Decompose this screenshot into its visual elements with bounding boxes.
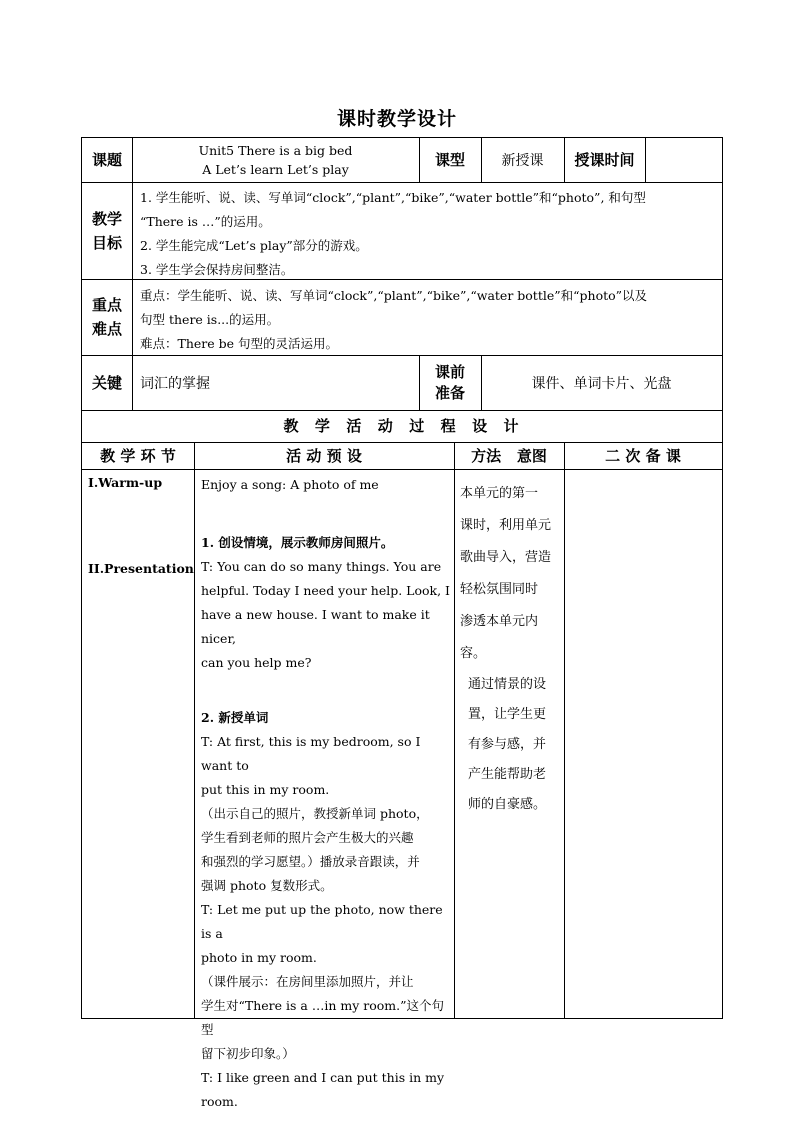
method-line: 课时，利用单元: [460, 518, 552, 533]
method-line: 师的自豪感。: [468, 797, 547, 812]
stage-warmup: I.Warm-up: [88, 475, 163, 490]
activity-line: 留下初步印象。）: [201, 1046, 295, 1061]
method-line: 歌曲导入，营造: [460, 550, 552, 565]
activity-line: 学生对“There is a …in my room.”这个句型: [201, 998, 444, 1037]
keypoints-label-line: 难点: [91, 320, 122, 338]
activity-line: can you help me?: [201, 655, 312, 670]
spacer: [201, 675, 451, 706]
type-label: 课型: [434, 151, 465, 169]
col-divider: [454, 442, 455, 1019]
goals-label-line: 教学: [91, 209, 122, 228]
method-line: 产生能帮助老: [468, 767, 547, 782]
activity-content: [201, 473, 451, 1114]
method-line: 通过情景的设: [468, 677, 547, 692]
row-divider: [82, 182, 722, 183]
page-title: 课时教学设计: [336, 108, 457, 130]
activity-line: put this in my room.: [201, 782, 330, 797]
activity-line: helpful. Today I need your help. Look, I: [201, 583, 450, 598]
row-divider: [82, 469, 722, 470]
topic-line-1: Unit5 There is a big bed: [198, 143, 353, 158]
prep-value: 课件、单词卡片、光盘: [531, 375, 672, 392]
goals-line: 1. 学生能听、说、读、写单词“clock”,“plant”,“bike”,“water bottle”和“photo”, 和句型: [140, 190, 646, 205]
prep-label: [419, 355, 481, 410]
topic-label: 课题: [91, 151, 122, 169]
method-line: 置，让学生更: [468, 707, 547, 722]
prep-label-line: 准备: [434, 383, 465, 402]
col-divider: [194, 442, 195, 1019]
keypoints-content: [140, 284, 720, 356]
goals-line: 3. 学生学会保持房间整洁。: [140, 262, 294, 277]
method-line: 轻松氛围同时: [460, 582, 539, 597]
goals-line: 2. 学生能完成“Let’s play”部分的游戏。: [140, 238, 368, 253]
activity-line: T: You can do so many things. You are: [201, 559, 442, 574]
time-label: 授课时间: [574, 151, 635, 169]
activity-line: room.: [201, 1094, 238, 1109]
method-line: 渗透本单元内: [460, 614, 539, 629]
col-divider: [564, 442, 565, 1019]
activity-line: 强调 photo 复数形式。: [201, 878, 333, 893]
activity-line: 学生看到老师的照片会产生极大的兴趣: [201, 830, 414, 845]
prep-label-line: 课前: [434, 362, 465, 381]
activity-line: T: Let me put up the photo, now there is a: [201, 902, 443, 941]
col-header-stage: 教 学 环 节: [100, 446, 176, 465]
stage-presentation: II.Presentation: [88, 561, 194, 576]
keypoints-line: 难点：There be 句型的灵活运用。: [140, 336, 339, 351]
key-value: 词汇的掌握: [140, 375, 210, 392]
col-header-method: 方法 意图: [471, 446, 547, 465]
topic-value: [132, 141, 419, 181]
method-line: 容。: [460, 646, 487, 661]
keypoints-line: 重点：学生能听、说、读、写单词“clock”,“plant”,“bike”,“water bottle”和“photo”以及: [140, 288, 648, 303]
col-header-second: 二 次 备 课: [605, 446, 681, 465]
process-banner: 教 学 活 动 过 程 设 计: [283, 417, 521, 435]
method-block-2: [460, 670, 564, 820]
topic-line-2: A Let’s learn Let’s play: [202, 162, 349, 177]
key-label: 关键: [91, 373, 122, 392]
lesson-plan-table: [81, 137, 723, 1109]
goals-label: [82, 182, 132, 279]
type-value: 新授课: [501, 153, 544, 169]
activity-step2-title: 2. 新授单词: [201, 710, 269, 725]
activity-line: photo in my room.: [201, 950, 317, 965]
activity-line: （出示自己的照片，教授新单词 photo，: [201, 806, 429, 821]
activity-line: have a new house. I want to make it nicer,: [201, 607, 430, 646]
method-content: [460, 478, 564, 820]
keypoints-line: 句型 there is...的运用。: [140, 312, 280, 327]
goals-line: “There is …”的运用。: [140, 214, 271, 229]
activity-line: （课件展示：在房间里添加照片，并让: [201, 974, 414, 989]
goals-label-line: 目标: [91, 233, 122, 252]
time-value: [645, 138, 722, 182]
keypoints-label: [82, 279, 132, 355]
method-line: 有参与感，并: [468, 737, 547, 752]
activity-line: 和强烈的学习愿望。）播放录音跟读，并: [201, 854, 420, 869]
col-header-activity: 活 动 预 设: [286, 446, 362, 465]
keypoints-label-line: 重点: [91, 296, 122, 314]
method-line: 本单元的第一: [460, 486, 539, 501]
spacer: [201, 497, 451, 531]
activity-step1-title: 1. 创设情境，展示教师房间照片。: [201, 535, 394, 550]
activity-line: T: At first, this is my bedroom, so I want to: [201, 734, 421, 773]
goals-content: [140, 186, 720, 282]
activity-line: T: I like green and I can put this in my: [201, 1070, 445, 1085]
activity-warmup: Enjoy a song: A photo of me: [201, 477, 379, 492]
